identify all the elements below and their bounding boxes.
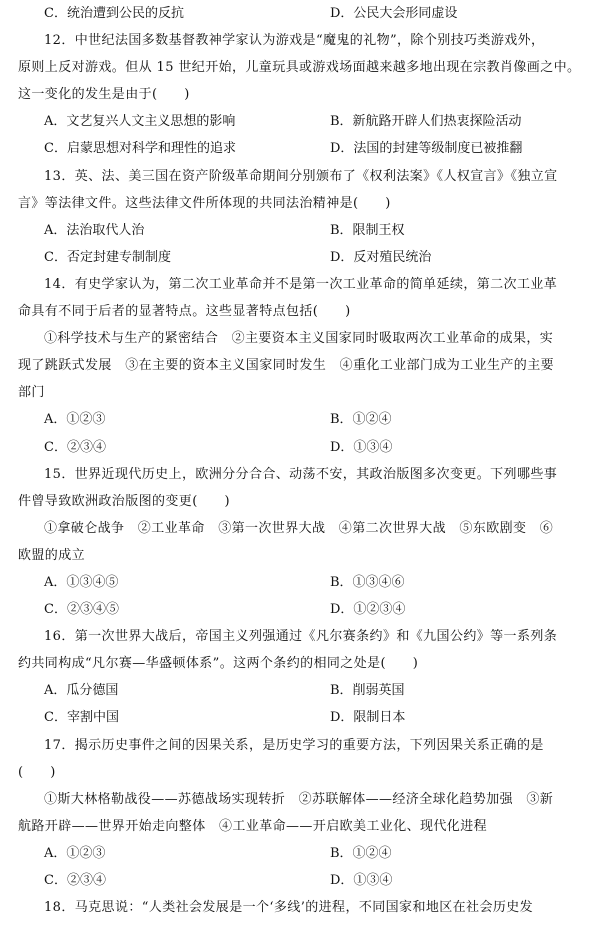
text-line: ①斯大林格勒战役——苏德战场实现转折 ②苏联解体——经济全球化趋势加强 ③新 xyxy=(44,791,554,807)
text-line: 13．英、法、美三国在资产阶级革命期间分别颁布了《权利法案》《人权宣言》《独立宣 xyxy=(44,168,558,184)
options-row xyxy=(18,867,596,894)
option-right: D．反对殖民统治 xyxy=(330,249,432,265)
option-left: C．统治遭到公民的反抗 xyxy=(44,6,184,21)
text-line: 16．第一次世界大战后，帝国主义列强通过《凡尔赛条约》和《九国公约》等一系列条 xyxy=(44,629,558,645)
option-right: D．①②③④ xyxy=(330,602,406,618)
option-right: B．削弱英国 xyxy=(330,683,405,699)
text-line: 言》等法律文件。这些法律文件所体现的共同法治精神是( ) xyxy=(18,195,391,211)
option-right: D．限制日本 xyxy=(330,710,406,726)
option-left: C．②③④ xyxy=(44,873,106,888)
text-line: 欧盟的成立 xyxy=(18,547,86,563)
text-line: 约共同构成“凡尔赛—华盛顿体系”。这两个条约的相同之处是( ) xyxy=(18,656,419,672)
options-row xyxy=(18,406,596,433)
options-row xyxy=(18,108,596,135)
option-left: C．宰割中国 xyxy=(44,710,119,726)
option-left: A．①②③ xyxy=(44,845,106,861)
text-line: ( ) xyxy=(18,764,56,780)
option-left: A．文艺复兴人文主义思想的影响 xyxy=(44,114,236,130)
option-right: B．限制王权 xyxy=(330,222,405,238)
option-right: B．①②④ xyxy=(330,412,392,428)
option-right: B．①③④⑥ xyxy=(330,574,405,590)
option-left: A．①②③ xyxy=(44,412,106,428)
text-line: 部门 xyxy=(18,385,45,401)
text-line: 现了跳跃式发展 ③在主要的资本主义国家同时发生 ④重化工业部门成为工业生产的主要 xyxy=(18,358,555,374)
options-row xyxy=(18,677,596,704)
option-left: A．瓜分德国 xyxy=(44,683,119,699)
option-right: D．①③④ xyxy=(330,439,393,455)
option-left: C．②③④⑤ xyxy=(44,602,119,618)
text-line: 件曾导致欧洲政治版图的变更( ) xyxy=(18,493,230,509)
options-row xyxy=(18,217,596,244)
options-row xyxy=(18,596,596,623)
options-row xyxy=(18,569,596,596)
text-line: 命具有不同于后者的显著特点。这些显著特点包括( ) xyxy=(18,304,351,320)
text-line: 航路开辟——世界开始走向整体 ④工业革命——开启欧美工业化、现代化进程 xyxy=(18,818,488,834)
options-row xyxy=(18,0,596,27)
text-line: 12．中世纪法国多数基督教神学家认为游戏是“魔鬼的礼物”，除个别技巧类游戏外， xyxy=(44,33,545,49)
option-right: D．①③④ xyxy=(330,873,393,888)
option-left: C．否定封建专制制度 xyxy=(44,249,171,265)
text-line: 17．揭示历史事件之间的因果关系，是历史学习的重要方法，下列因果关系正确的是 xyxy=(44,737,544,753)
options-row xyxy=(18,244,596,271)
option-left: A．法治取代人治 xyxy=(44,222,145,238)
text-line: 15．世界近现代历史上，欧洲分分合合、动荡不安，其政治版图多次变更。下列哪些事 xyxy=(44,466,558,482)
option-left: C．启蒙思想对科学和理性的追求 xyxy=(44,141,236,157)
options-row xyxy=(18,135,596,162)
option-right: B．新航路开辟人们热衷探险活动 xyxy=(330,114,522,130)
text-line: 18．马克思说：“人类社会发展是一个‘多线’的进程，不同国家和地区在社会历史发 xyxy=(44,900,534,916)
text-line: 原则上反对游戏。但从 15 世纪开始，儿童玩具或游戏场面越来越多地出现在宗教肖像画之中。 xyxy=(18,60,581,76)
text-line: ①科学技术与生产的紧密结合 ②主要资本主义国家同时吸取两次工业革命的成果，实 xyxy=(44,331,554,347)
option-right: D．法国的封建等级制度已被推翻 xyxy=(330,141,523,157)
text-line: ①拿破仑战争 ②工业革命 ③第一次世界大战 ④第二次世界大战 ⑤东欧剧变 ⑥ xyxy=(44,520,554,536)
text-line: 14．有史学家认为，第二次工业革命并不是第一次工业革命的简单延续，第二次工业革 xyxy=(44,276,558,292)
option-right: B．①②④ xyxy=(330,845,392,861)
options-row xyxy=(18,704,596,731)
text-line: 这一变化的发生是由于( ) xyxy=(18,87,190,103)
option-left: C．②③④ xyxy=(44,439,106,455)
options-row xyxy=(18,434,596,461)
options-row xyxy=(18,840,596,867)
option-left: A．①③④⑤ xyxy=(44,574,119,590)
option-right: D．公民大会形同虚设 xyxy=(330,6,458,21)
